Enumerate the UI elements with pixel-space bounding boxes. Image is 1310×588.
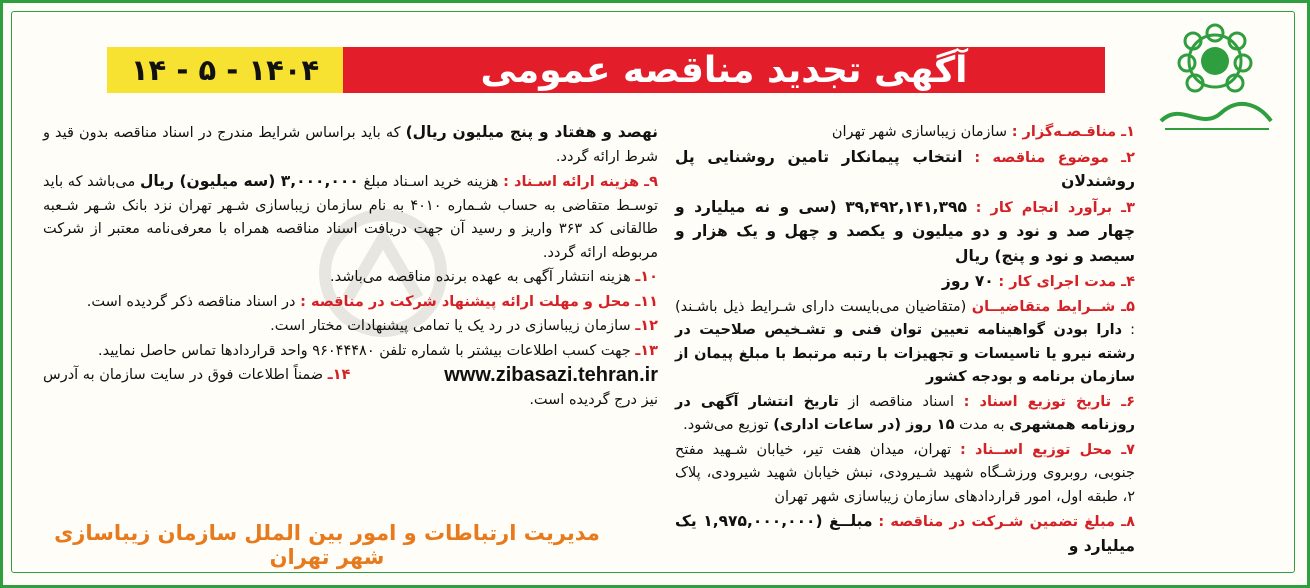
item-website-continued bbox=[43, 389, 658, 413]
item-guarantee-label: ۸ـ مبلغ تضمین شـرکت در مناقصه : bbox=[878, 514, 1135, 530]
item-subject-label: ۲ـ موضوع مناقصه : bbox=[974, 149, 1135, 166]
item-duration bbox=[675, 270, 1135, 295]
item-contact bbox=[43, 340, 658, 364]
item-website-desc bbox=[43, 364, 350, 388]
item-distribution-date bbox=[675, 391, 1135, 438]
item-submission-place-label: ۱۱ـ محل و مهلت ارائه پیشنهاد شرکت در مناقصه : bbox=[300, 293, 658, 310]
left-column bbox=[43, 121, 658, 413]
item-document-cost-text1: هزینه خرید اسـناد مبلغ bbox=[363, 174, 499, 190]
item-submission-place bbox=[43, 291, 658, 315]
item-document-cost-bold: ۳,۰۰۰,۰۰۰ (سه میلیون) ریال bbox=[139, 172, 359, 190]
item-conditions-text: (متقاضیان می‌بایست دارای شـرایط ذیل باشـند) : bbox=[675, 298, 1135, 338]
right-column bbox=[675, 121, 1135, 560]
item-document-cost-text2: می‌باشد که باید توسـط متقاضی به حساب شـماره ۴۰۱۰ به نام سازمان زیباسازی شـهر تهران نزد بانک شـهر شـعبه طالقانی کد ۳۶۳ واریز و رسید آن جهت دریافت اسناد مناقصه همراه با معرفی‌نامه معتبر از شرکت مربوطه ارائه گردد. bbox=[43, 174, 659, 261]
item-document-cost bbox=[43, 170, 658, 265]
item-distribution-place-text: تهران، میدان هفت تیر، خیابان شـهید مفتح جنوبی، روبروی ورزشـگاه شهید شـیرودی، نبش خیابان شهید شیرودی، پلاک ۲، طبقه اول، امور قراردادهای سازمان زیباسازی شهر تهران bbox=[675, 441, 1135, 505]
website-link[interactable]: www.zibasazi.tehran.ir bbox=[444, 364, 658, 386]
item-publication-cost bbox=[43, 266, 658, 290]
item-guarantee-continued-text: که باید براساس شرایط مندرج در اسناد مناقصه بدون قید و شرط ارائه گردد. bbox=[43, 125, 658, 165]
item-distribution-date-text2: به مدت bbox=[959, 417, 1005, 433]
item-distribution-place bbox=[675, 439, 1135, 510]
item-estimate-text: (سی و نه میلیارد و چهار صد و نود و دو میلیون و یکصد و چهل و یک هزار و سیصد و نود و پنج) ریال bbox=[675, 197, 1135, 265]
item-publication-cost-label: ۱۰ـ bbox=[635, 269, 658, 285]
announcement-date: ۱۴۰۴ - ۵ - ۱۴ bbox=[107, 47, 343, 93]
item-contact-text: جهت کسب اطلاعات بیشتر با شماره تلفن ۹۶۰۴۴۴۸۰ واحد قراردادها تماس حاصل نمایید. bbox=[97, 342, 631, 359]
item-guarantee-continued-bold: نهصد و هفتاد و پنج میلیون ریال) bbox=[405, 123, 658, 141]
item-estimate-amount: ۳۹,۴۹۲,۱۴۱,۳۹۵ bbox=[845, 197, 967, 216]
item-conditions-bold: دارا بودن گواهینامه تعیین توان فنی و تشـخیص صلاحیت در رشته نیرو یا تاسیسات و تجهیزات با رتبه مرتبط با مبلغ پیمان از سازمان برنامه و بودجه کشور bbox=[675, 322, 1135, 385]
item-rejection-right bbox=[43, 315, 658, 339]
item-estimate-label: ۳ـ برآورد انجام کار : bbox=[975, 199, 1135, 216]
footer-signature: مدیریت ارتباطات و امور بین الملل سازمان زیباسازی شهر تهران bbox=[54, 521, 600, 569]
item-subject bbox=[675, 146, 1135, 195]
item-website-label: ۱۴ـ bbox=[327, 367, 351, 383]
item-contact-label: ۱۳ـ bbox=[635, 342, 658, 359]
item-estimate bbox=[675, 196, 1135, 270]
item-distribution-date-label: ۶ـ تاریخ توزیع اسناد : bbox=[963, 393, 1136, 410]
item-guarantee-text: مبلــغ (۱,۹۷۵,۰۰۰,۰۰۰ یک میلیارد و bbox=[675, 512, 1135, 555]
item-document-cost-label: ۹ـ هزینه ارائه اسـناد : bbox=[503, 174, 659, 190]
item-distribution-date-text3: توزیع می‌شود. bbox=[683, 417, 769, 433]
item-organizer bbox=[675, 121, 1135, 145]
item-rejection-right-text: سازمان زیباسازی در رد یک یا تمامی پیشنهادات مختار است. bbox=[270, 318, 631, 334]
item-website-text2: نیز درج گردیده است. bbox=[529, 391, 658, 408]
item-duration-text: ۷۰ روز bbox=[941, 272, 994, 290]
item-distribution-date-text1: اسناد مناقصه از bbox=[848, 393, 954, 410]
announcement-title: آگهی تجدید مناقصه عمومی bbox=[343, 47, 1105, 93]
item-guarantee bbox=[675, 510, 1135, 559]
item-guarantee-continued bbox=[43, 121, 658, 169]
item-website-text: ضمناً اطلاعات فوق در سایت سازمان به آدرس bbox=[43, 367, 324, 383]
item-organizer-label: ۱ـ مناقـصـه‌گزار : bbox=[1011, 124, 1135, 140]
item-distribution-date-bold2: ۱۵ روز (در ساعات اداری) bbox=[773, 417, 955, 433]
item-organizer-text: سازمان زیباسازی شهر تهران bbox=[831, 124, 1008, 140]
item-conditions-label: ۵ـ شــرایط متقاضیــان bbox=[971, 298, 1135, 315]
item-publication-cost-text: هزینه انتشار آگهی به عهده برنده مناقصه می‌باشد. bbox=[329, 269, 631, 285]
item-distribution-date-bold1: تاریخ انتشار آگهی در روزنامه همشهری bbox=[675, 393, 1135, 433]
item-website bbox=[43, 364, 658, 388]
item-conditions bbox=[675, 296, 1135, 390]
item-subject-text: انتخاب پیمانکار تامین روشنایی پل روشندلان bbox=[675, 147, 1135, 190]
item-distribution-place-label: ۷ـ محل توزیع اســناد : bbox=[960, 441, 1136, 458]
item-duration-label: ۴ـ مدت اجرای کار : bbox=[998, 274, 1135, 290]
item-submission-place-text: در اسناد مناقصه ذکر گردیده است. bbox=[86, 293, 296, 310]
tehran-beautification-logo-icon bbox=[1151, 21, 1279, 141]
item-rejection-right-label: ۱۲ـ bbox=[635, 318, 658, 334]
